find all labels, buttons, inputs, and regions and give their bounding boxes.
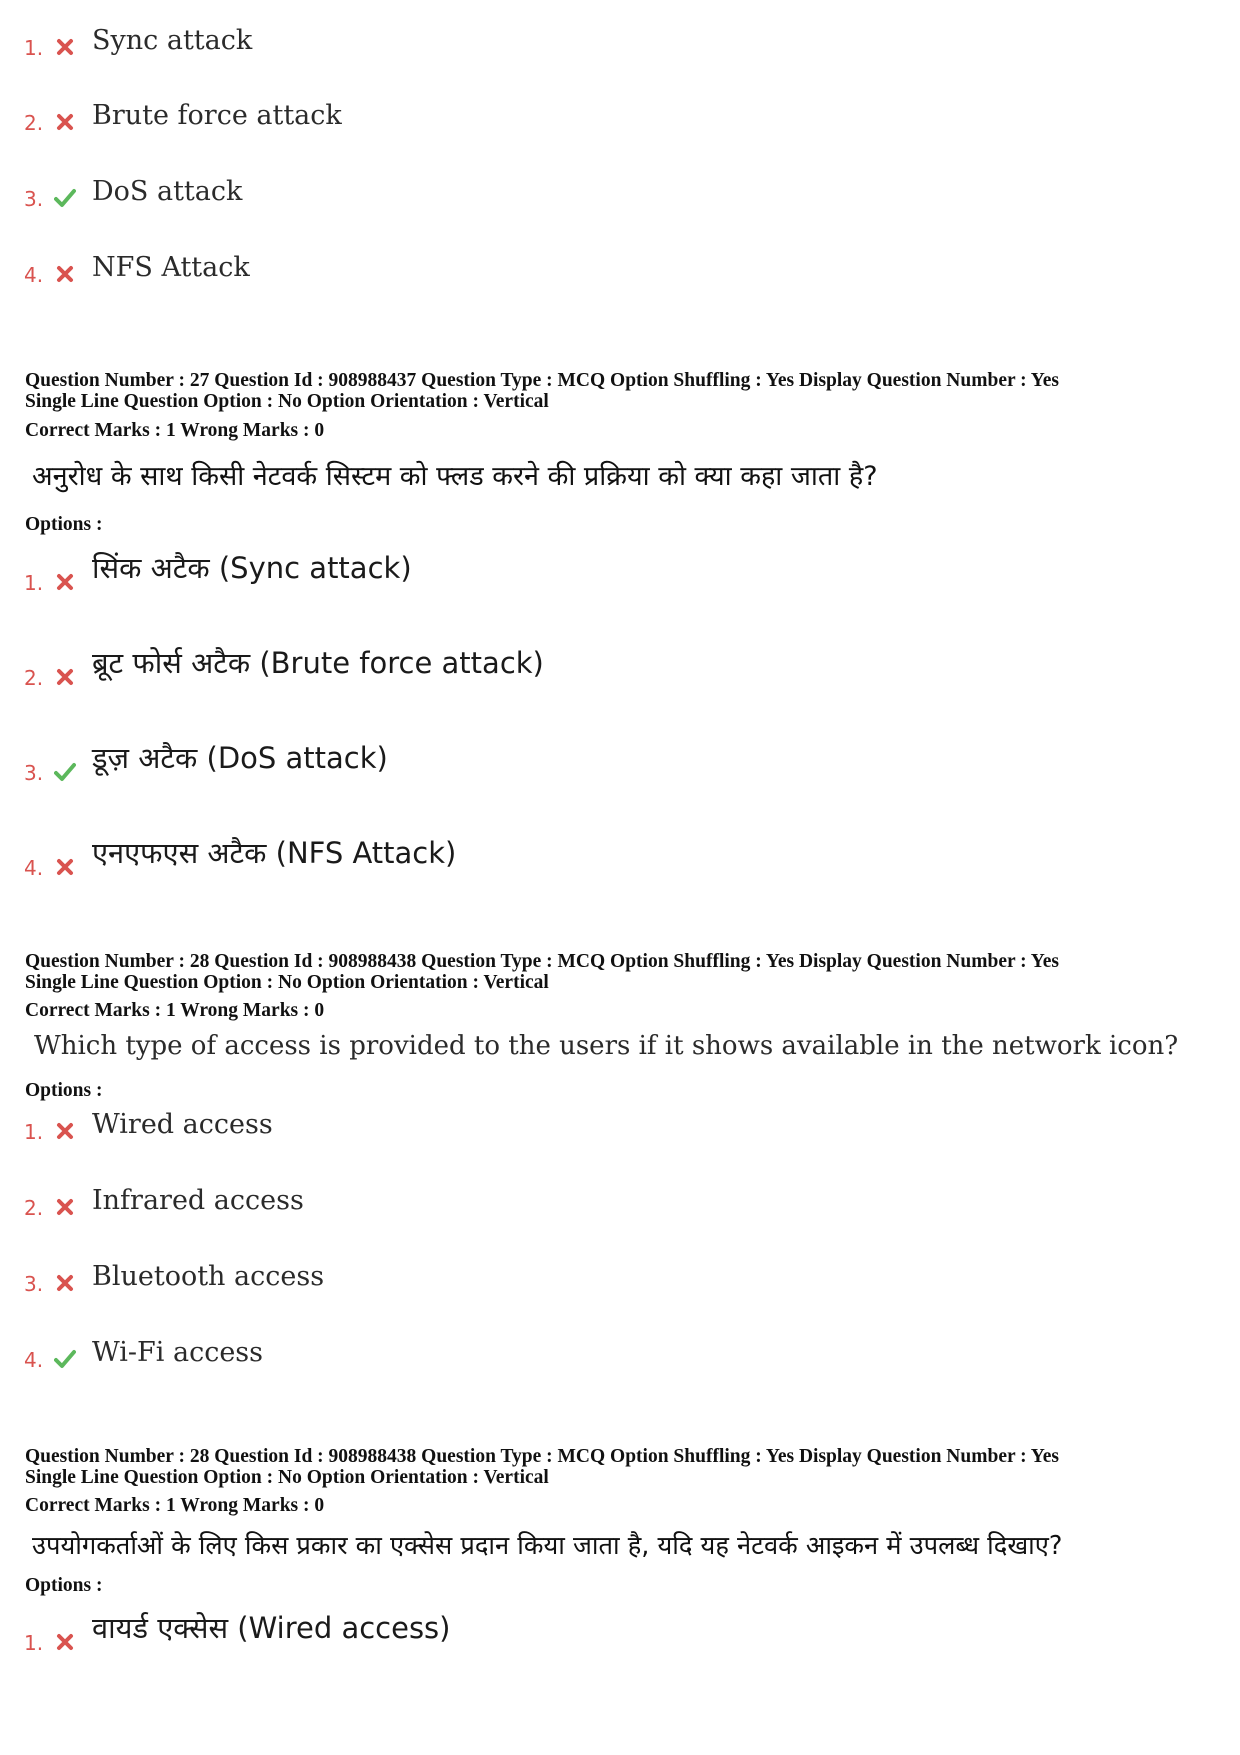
option-item	[24, 249, 1124, 289]
cross-icon	[54, 666, 76, 688]
check-icon	[54, 761, 76, 783]
cross-icon	[54, 856, 76, 878]
check-icon	[54, 187, 76, 209]
question-text: Which type of access is provided to the users if it shows available in the network icon?	[34, 1031, 1179, 1061]
option-number: 3.	[24, 1272, 44, 1296]
marks-info: Correct Marks : 1 Wrong Marks : 0	[25, 1000, 325, 1021]
cross-icon	[54, 1272, 76, 1294]
option-number: 1.	[24, 1631, 44, 1655]
option-item	[24, 173, 1124, 213]
option-number: 2.	[24, 666, 44, 690]
cross-icon	[54, 36, 76, 58]
option-number: 4.	[24, 1348, 44, 1372]
option-number: 1.	[24, 571, 44, 595]
option-item	[24, 1334, 1124, 1374]
cross-icon	[54, 1120, 76, 1142]
question-text: अनुरोध के साथ किसी नेटवर्क सिस्टम को फ्लड करने की प्रक्रिया को क्या कहा जाता है?	[32, 461, 878, 492]
option-item	[24, 1611, 1124, 1657]
option-item	[24, 551, 1124, 597]
option-item	[24, 97, 1124, 137]
option-text: एनएफएस अटैक (NFS Attack)	[92, 836, 457, 870]
marks-info: Correct Marks : 1 Wrong Marks : 0	[25, 1495, 325, 1516]
option-text: Wired access	[92, 1109, 273, 1140]
options-label: Options :	[25, 514, 103, 535]
cross-icon	[54, 1196, 76, 1218]
option-text: Wi-Fi access	[92, 1337, 264, 1368]
question-meta: Question Number : 27 Question Id : 908988437 Question Type : MCQ Option Shuffling : Yes Display Question Number : Yes Single Line Question Option : No Option Orientation : Vertical	[25, 370, 1059, 412]
option-text: Sync attack	[92, 25, 253, 56]
option-number: 3.	[24, 187, 44, 211]
option-item	[24, 1258, 1124, 1298]
question-meta: Question Number : 28 Question Id : 908988438 Question Type : MCQ Option Shuffling : Yes Display Question Number : Yes Single Line Question Option : No Option Orientation : Vertical	[25, 1446, 1059, 1488]
option-item	[24, 1182, 1124, 1222]
check-icon	[54, 1348, 76, 1370]
option-text: डूज़ अटैक (DoS attack)	[92, 741, 388, 775]
option-text: NFS Attack	[92, 252, 250, 283]
option-text: ब्रूट फोर्स अटैक (Brute force attack)	[92, 646, 544, 680]
option-text: सिंक अटैक (Sync attack)	[92, 551, 412, 585]
option-item	[24, 836, 1124, 882]
option-text: Infrared access	[92, 1185, 304, 1216]
option-number: 2.	[24, 111, 44, 135]
cross-icon	[54, 111, 76, 133]
option-number: 3.	[24, 761, 44, 785]
option-item	[24, 1106, 1124, 1146]
cross-icon	[54, 263, 76, 285]
option-item	[24, 741, 1124, 787]
option-number: 1.	[24, 36, 44, 60]
options-label: Options :	[25, 1575, 103, 1596]
question-text: उपयोगकर्ताओं के लिए किस प्रकार का एक्सेस प्रदान किया जाता है, यदि यह नेटवर्क आइकन में उपलब्ध दिखाए?	[32, 1531, 1063, 1561]
option-text: वायर्ड एक्सेस (Wired access)	[92, 1611, 451, 1645]
option-number: 2.	[24, 1196, 44, 1220]
option-text: Brute force attack	[92, 100, 342, 131]
cross-icon	[54, 571, 76, 593]
option-number: 1.	[24, 1120, 44, 1144]
question-meta: Question Number : 28 Question Id : 908988438 Question Type : MCQ Option Shuffling : Yes Display Question Number : Yes Single Line Question Option : No Option Orientation : Vertical	[25, 951, 1059, 993]
cross-icon	[54, 1631, 76, 1653]
option-item	[24, 22, 1124, 62]
option-number: 4.	[24, 856, 44, 880]
option-number: 4.	[24, 263, 44, 287]
options-label: Options :	[25, 1080, 103, 1101]
option-text: DoS attack	[92, 176, 243, 207]
marks-info: Correct Marks : 1 Wrong Marks : 0	[25, 420, 325, 441]
option-item	[24, 646, 1124, 692]
option-text: Bluetooth access	[92, 1261, 325, 1292]
